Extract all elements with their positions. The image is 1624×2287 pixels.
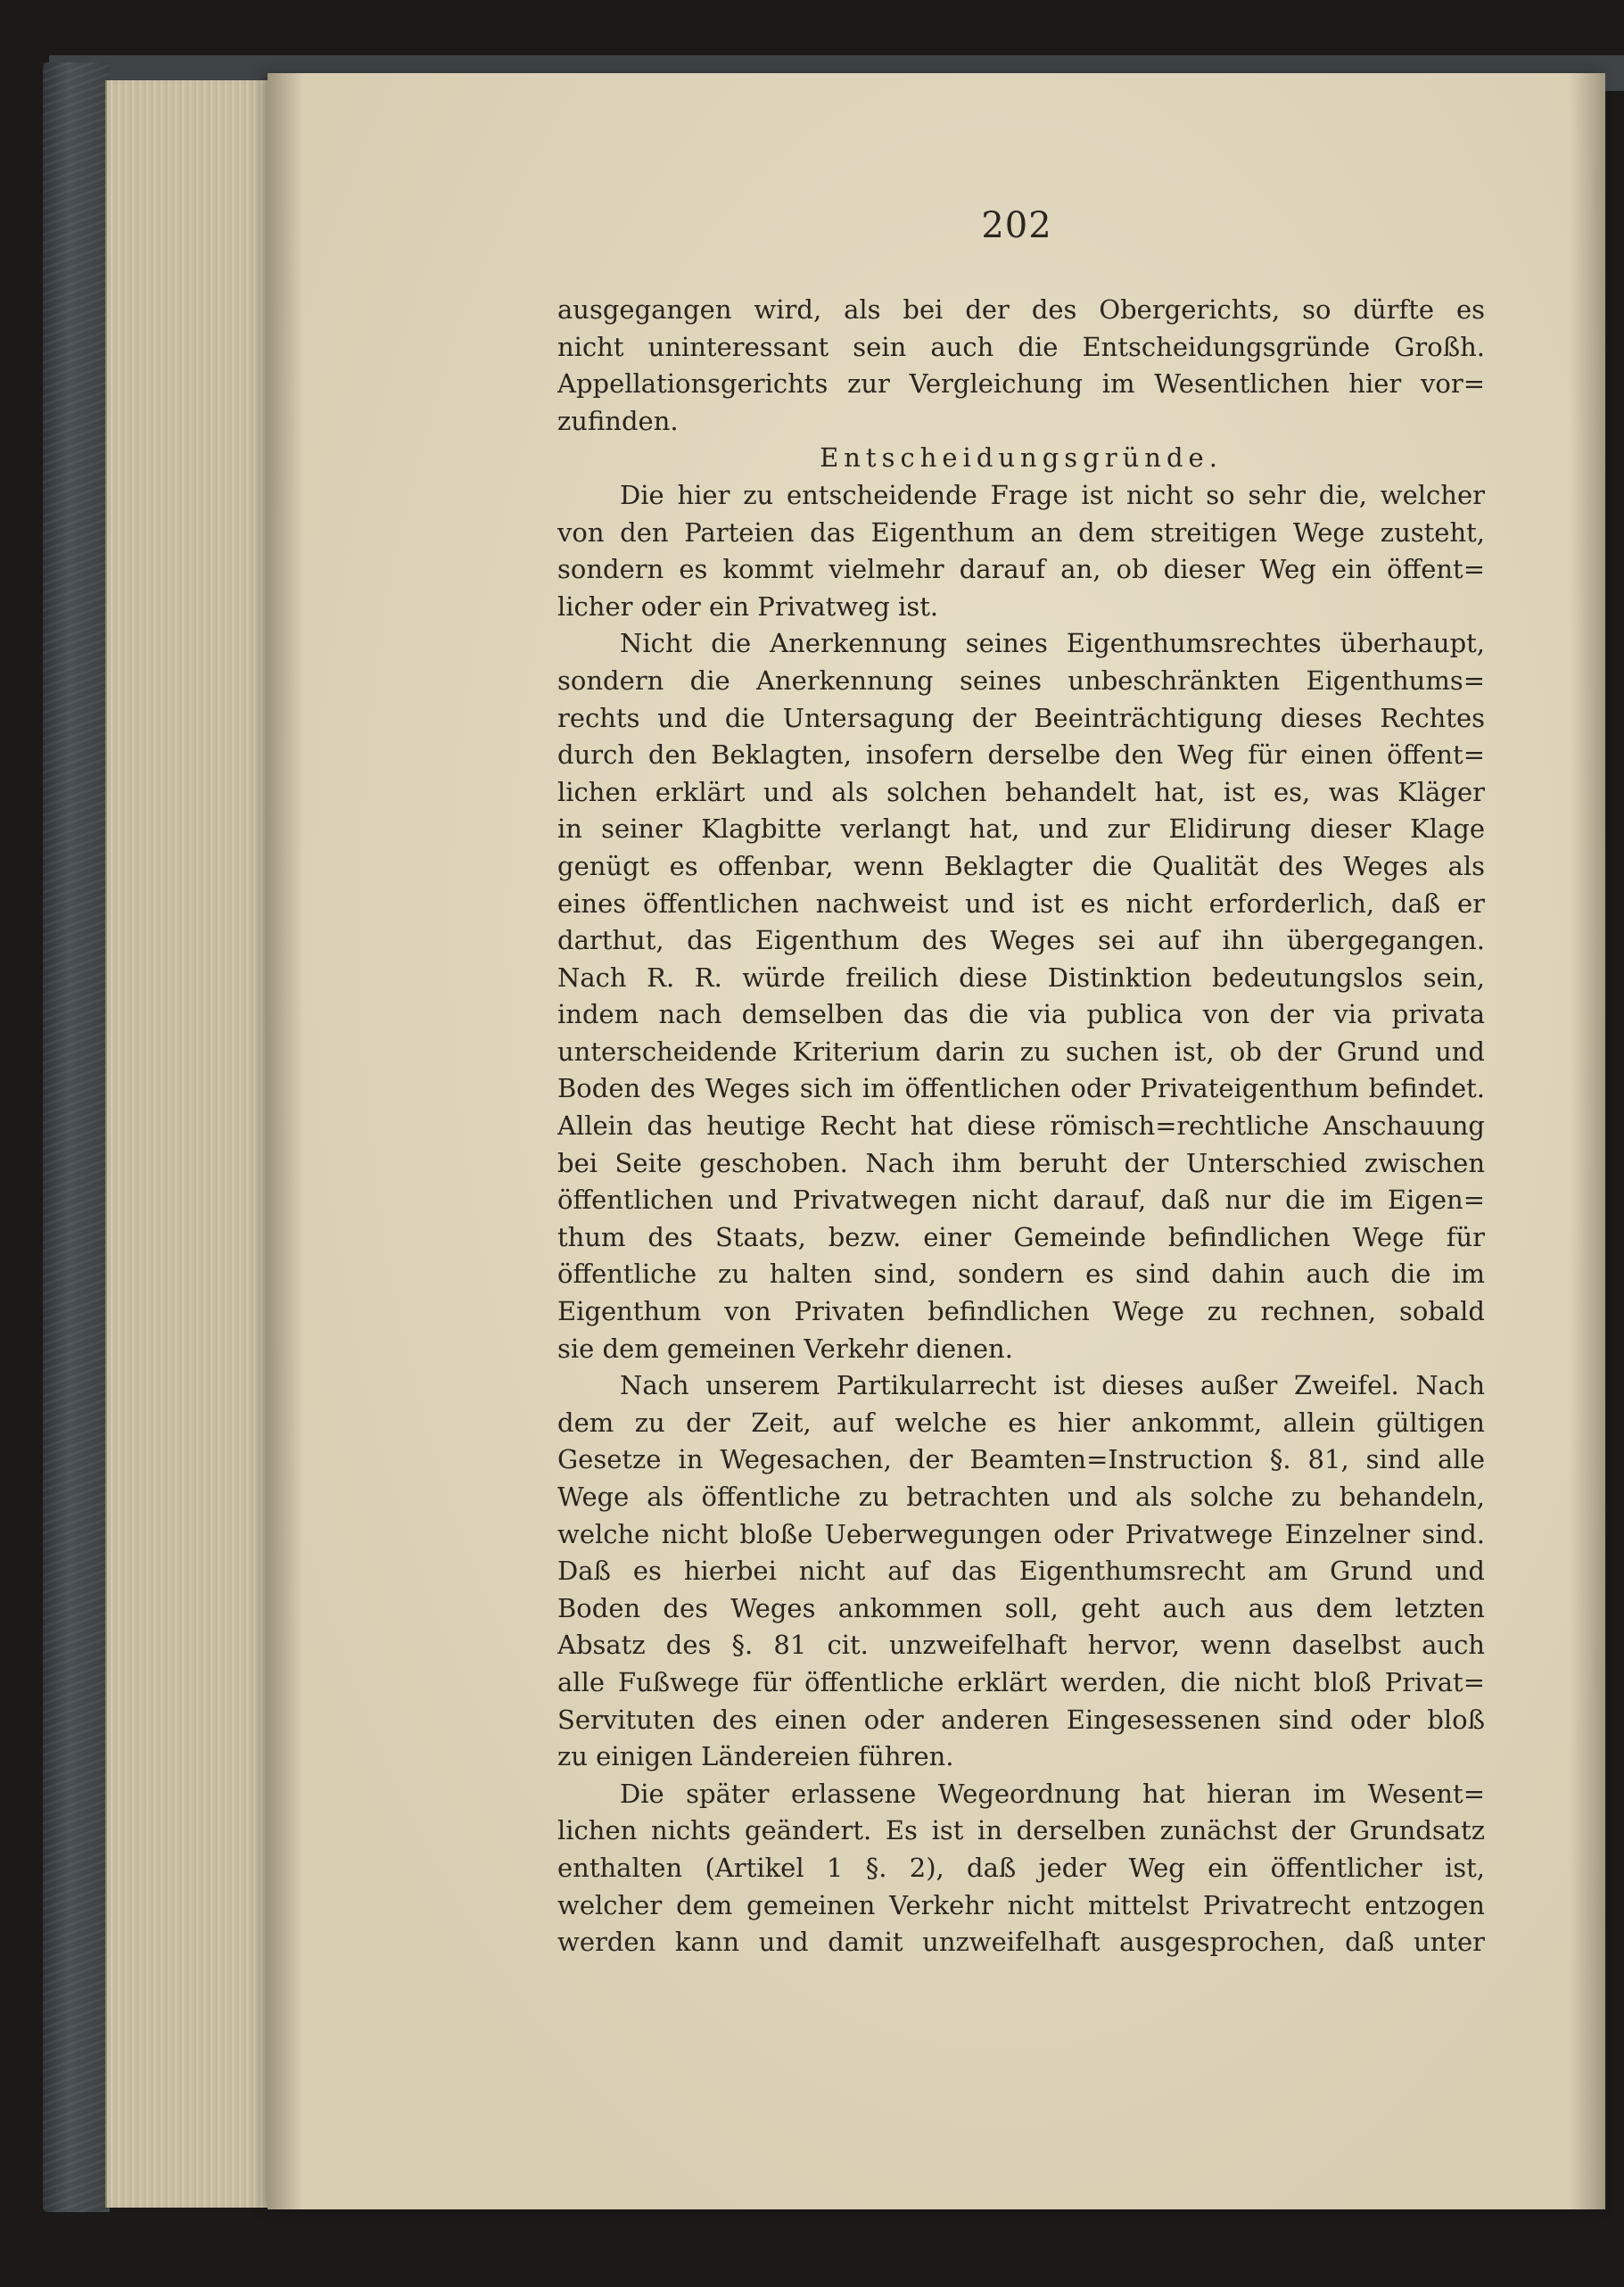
page-stack-edges <box>105 80 285 2208</box>
text-line: Absatz des §. 81 cit. unzweifelhaft hervor, wenn daselbst auch <box>557 1630 1485 1661</box>
text-line: nicht uninteressant sein auch die Entscheidungsgründe Großh. <box>557 331 1485 362</box>
text-line: eines öffentlichen nachweist und ist es nicht erforderlich, daß er <box>557 888 1485 919</box>
text-line: enthalten (Artikel 1 §. 2), daß jeder Weg ein öffentlicher ist, <box>557 1852 1485 1883</box>
section-heading: Entscheidungsgründe. <box>820 442 1223 474</box>
text-line: thum des Staats, bezw. einer Gemeinde befindlichen Wege für <box>557 1221 1485 1252</box>
text-line: welche nicht bloße Ueberwegungen oder Privatwege Einzelner sind. <box>557 1518 1485 1549</box>
text-line: Appellationsgerichts zur Vergleichung im Wesentlichen hier vor= <box>557 368 1485 400</box>
text-line: ausgegangen wird, als bei der des Obergerichts, so dürfte es <box>557 294 1485 325</box>
text-line: zu einigen Ländereien führen. <box>557 1741 954 1772</box>
text-line: sondern die Anerkennung seines unbeschränkten Eigenthums= <box>557 665 1485 696</box>
text-line: indem nach demselben das die via publica von der via privata <box>557 999 1485 1030</box>
text-line: Wege als öffentliche zu betrachten und als solche zu behandeln, <box>557 1482 1485 1512</box>
book-cover-board <box>43 62 110 2212</box>
text-line: genügt es offenbar, wenn Beklagter die Qualität des Weges als <box>557 850 1485 881</box>
text-line: Nach R. R. würde freilich diese Distinktion bedeutungslos sein, <box>557 962 1485 993</box>
text-line: lichen nichts geändert. Es ist in derselben zunächst der Grundsatz <box>557 1815 1485 1846</box>
text-line: öffentlichen und Privatwegen nicht darauf, daß nur die im Eigen= <box>557 1185 1485 1216</box>
text-line: dem zu der Zeit, auf welche es hier ankommt, allein gültigen <box>557 1407 1485 1438</box>
text-line: alle Fußwege für öffentliche erklärt werden, die nicht bloß Privat= <box>557 1666 1485 1697</box>
text-line: darthut, das Eigenthum des Weges sei auf ihn übergegangen. <box>557 925 1485 956</box>
text-line: welcher dem gemeinen Verkehr nicht mittelst Privatrecht entzogen <box>557 1889 1485 1920</box>
text-line: Die hier zu entscheidende Frage ist nicht so sehr die, welcher <box>620 479 1485 510</box>
text-line: werden kann und damit unzweifelhaft ausgesprochen, daß unter <box>557 1927 1485 1958</box>
text-line: unterscheidende Kriterium darin zu suchen ist, ob der Grund und <box>557 1036 1485 1067</box>
text-line: in seiner Klagbitte verlangt hat, und zur Elidirung dieser Klage <box>557 813 1485 845</box>
text-line: licher oder ein Privatweg ist. <box>557 590 939 622</box>
text-line: lichen erklärt und als solchen behandelt hat, ist es, was Kläger <box>557 776 1485 807</box>
text-line: rechts und die Untersagung der Beeinträchtigung dieses Rechtes <box>557 702 1485 733</box>
text-line: sie dem gemeinen Verkehr dienen. <box>557 1333 1013 1364</box>
body-text <box>557 292 1485 1961</box>
page-gutter-shadow <box>268 73 303 2209</box>
text-line: öffentliche zu halten sind, sondern es sind dahin auch die im <box>557 1259 1485 1290</box>
text-line: sondern es kommt vielmehr darauf an, ob dieser Weg ein öffent= <box>557 554 1485 585</box>
text-line: durch den Beklagten, insofern derselbe den Weg für einen öffent= <box>557 739 1485 771</box>
text-line: Boden des Weges ankommen soll, geht auch aus dem letzten <box>557 1592 1485 1623</box>
text-line: Boden des Weges sich im öffentlichen oder Privateigenthum befindet. <box>557 1073 1485 1104</box>
text-line: Gesetze in Wegesachen, der Beamten=Instruction §. 81, sind alle <box>557 1444 1485 1475</box>
text-line: zufinden. <box>557 405 679 436</box>
text-line: Nach unserem Partikularrecht ist dieses außer Zweifel. Nach <box>620 1370 1485 1401</box>
text-line: Die später erlassene Wegeordnung hat hieran im Wesent= <box>620 1778 1485 1809</box>
text-line: von den Parteien das Eigenthum an dem streitigen Wege zusteht, <box>557 516 1485 548</box>
text-line: Daß es hierbei nicht auf das Eigenthumsrecht am Grund und <box>557 1556 1485 1587</box>
page-number: 202 <box>981 205 1052 246</box>
text-line: Eigenthum von Privaten befindlichen Wege zu rechnen, sobald <box>557 1296 1485 1327</box>
text-line: Servituten des einen oder anderen Eingesessenen sind oder bloß <box>557 1704 1485 1735</box>
text-line: Nicht die Anerkennung seines Eigenthumsrechtes überhaupt, <box>620 628 1485 659</box>
text-line: bei Seite geschoben. Nach ihm beruht der Unterschied zwischen <box>557 1147 1485 1178</box>
page-edge-shadow <box>1570 73 1605 2209</box>
text-line: Allein das heutige Recht hat diese römisch=rechtliche Anschauung <box>557 1110 1485 1142</box>
